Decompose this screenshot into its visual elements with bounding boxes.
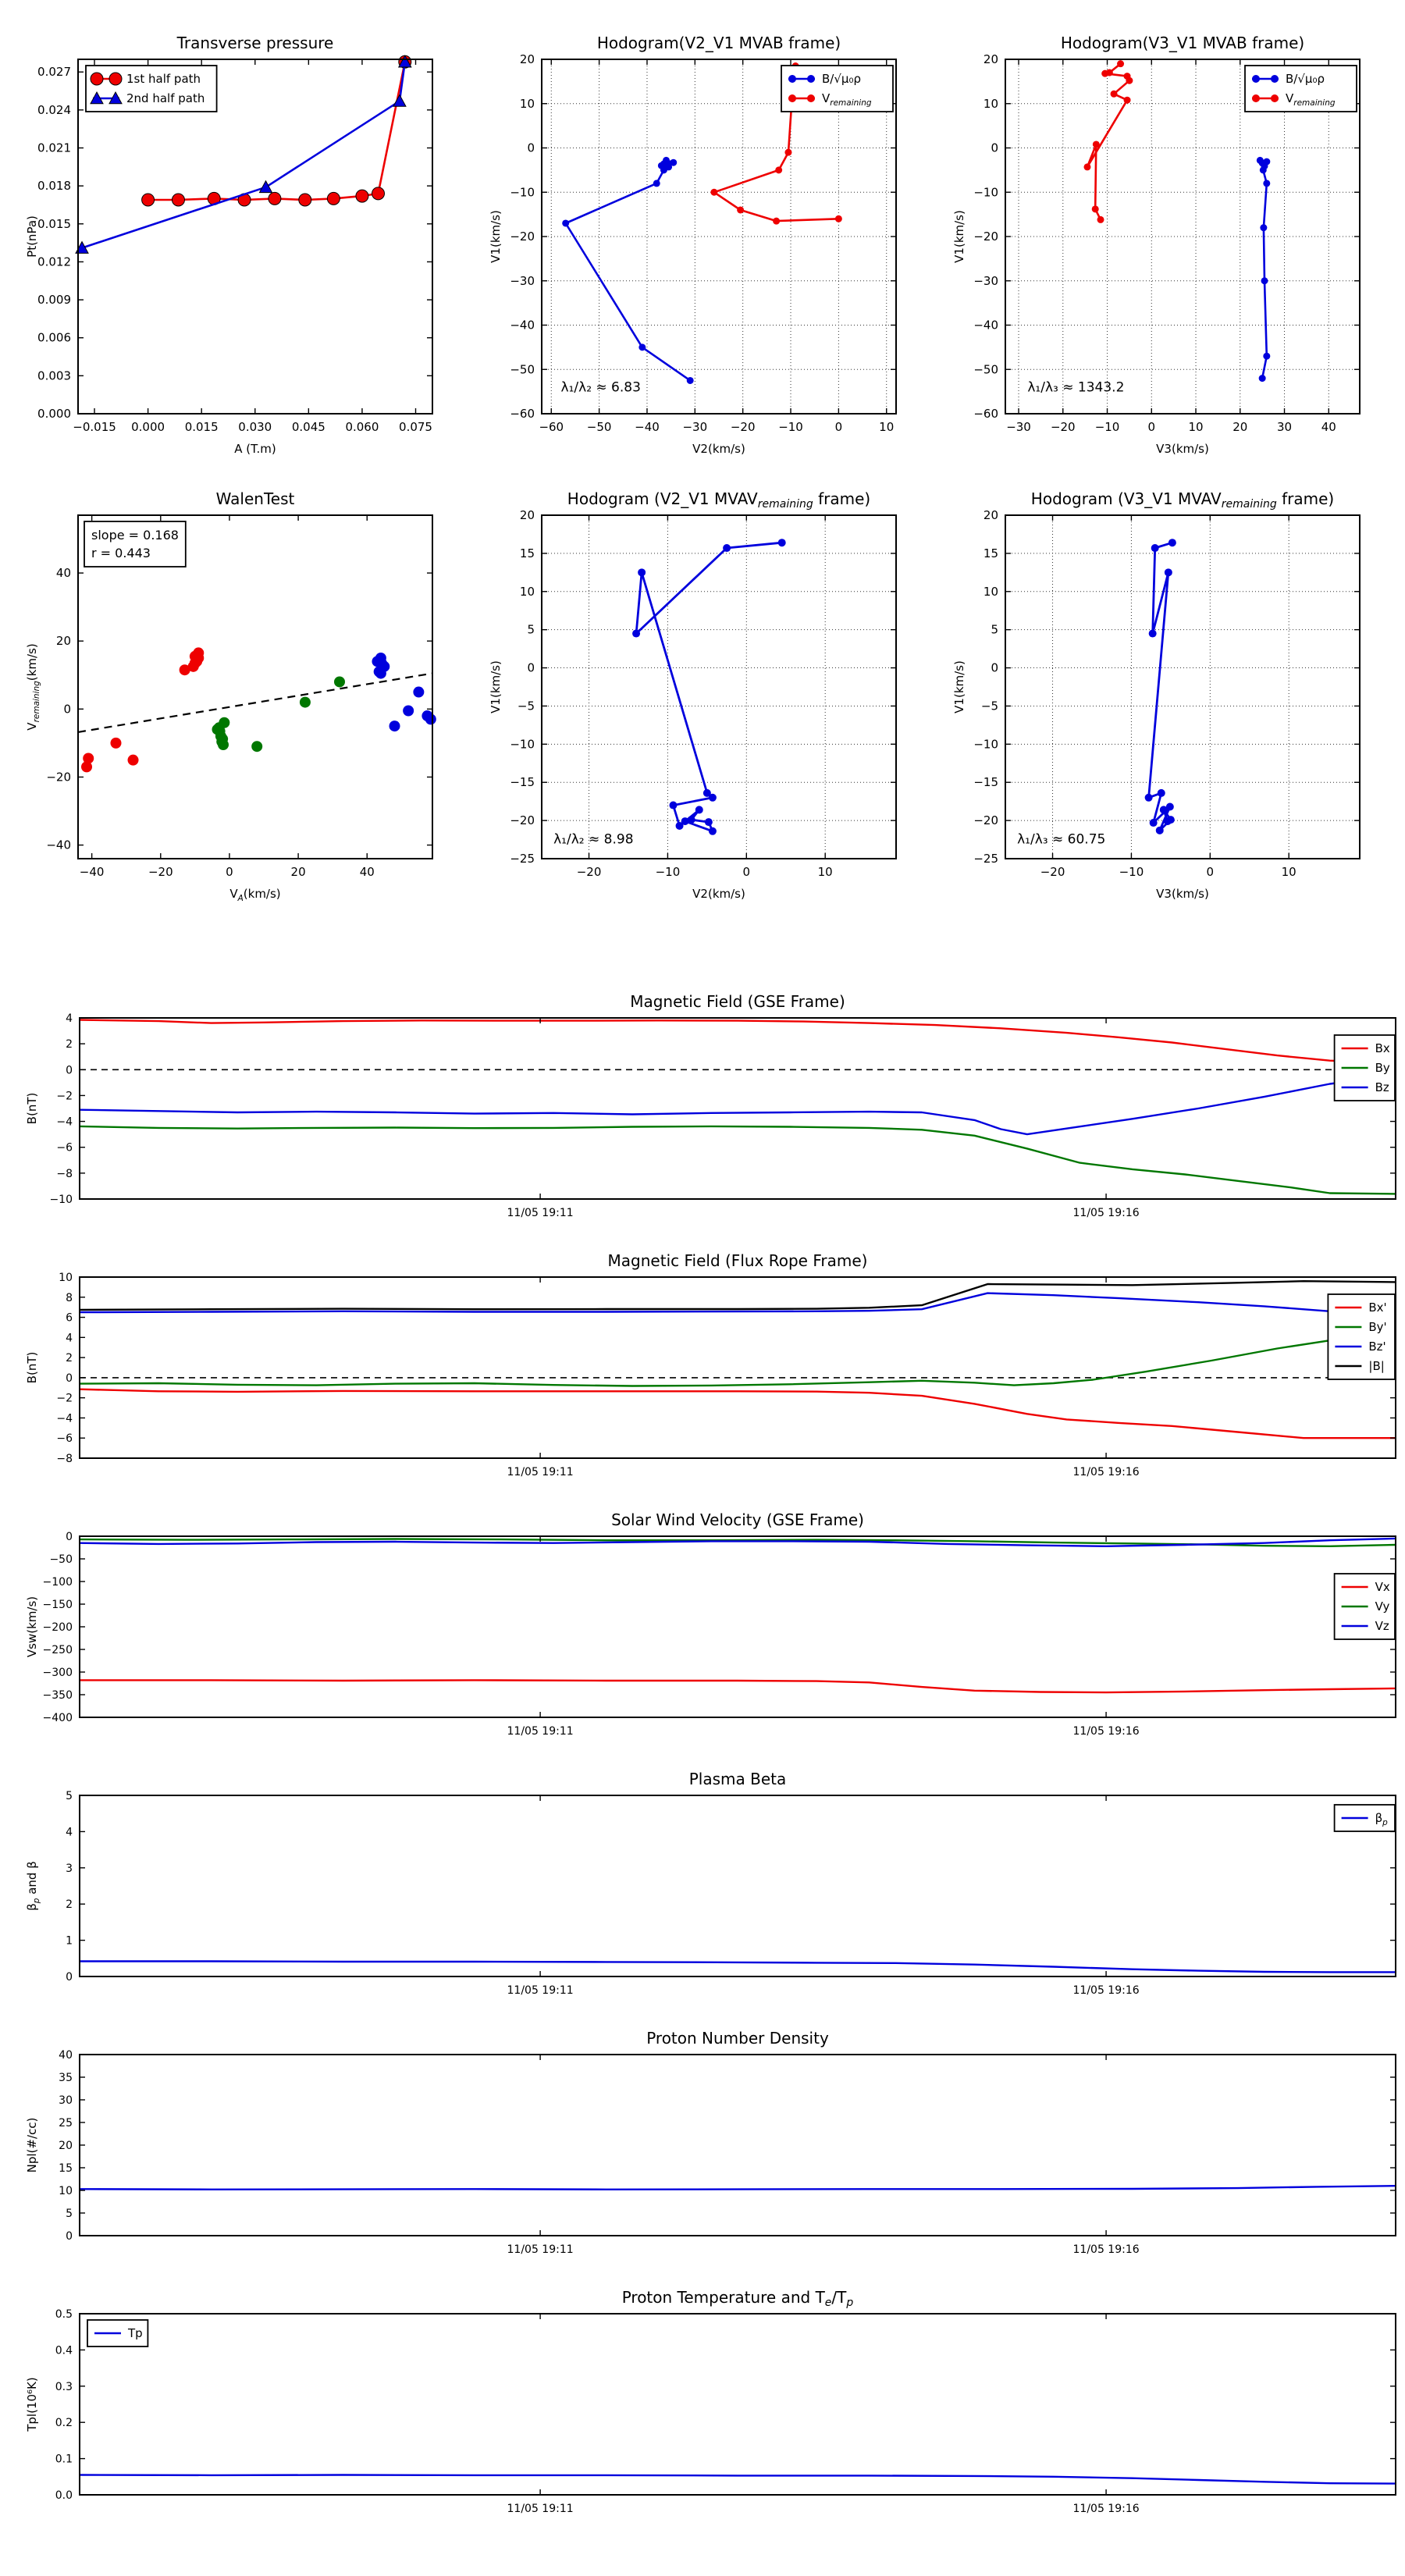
axes-box bbox=[542, 515, 896, 859]
svg-text:0.030: 0.030 bbox=[238, 420, 272, 434]
legend-label: B/√μ₀ρ bbox=[822, 72, 861, 86]
svg-text:−20: −20 bbox=[510, 229, 535, 244]
y-axis-label: V1(km/s) bbox=[952, 210, 966, 263]
legend-label: By bbox=[1375, 1061, 1390, 1075]
series-v-path bbox=[1145, 539, 1176, 834]
svg-text:−30: −30 bbox=[510, 273, 535, 288]
svg-text:0.000: 0.000 bbox=[37, 407, 71, 421]
svg-text:0: 0 bbox=[527, 660, 535, 675]
grid bbox=[542, 515, 896, 859]
svg-text:−20: −20 bbox=[510, 813, 535, 828]
svg-text:40: 40 bbox=[359, 865, 375, 879]
stats-textbox bbox=[84, 521, 186, 567]
svg-text:0.1: 0.1 bbox=[55, 2453, 73, 2466]
y-axis-label: B(nT) bbox=[25, 1092, 39, 1125]
svg-text:25: 25 bbox=[59, 2117, 73, 2129]
y-axis-label: V1(km/s) bbox=[489, 210, 503, 263]
legend-label: B/√μ₀ρ bbox=[1286, 72, 1325, 86]
svg-text:11/05 19:11: 11/05 19:11 bbox=[507, 1466, 574, 1478]
svg-text:0: 0 bbox=[834, 420, 843, 434]
svg-text:15: 15 bbox=[983, 546, 998, 560]
svg-text:0.015: 0.015 bbox=[184, 420, 219, 434]
axes-box bbox=[1005, 515, 1360, 859]
svg-text:0: 0 bbox=[66, 1531, 73, 1543]
svg-text:20: 20 bbox=[1232, 420, 1248, 434]
svg-text:1: 1 bbox=[66, 1934, 73, 1948]
chart-mag-gse bbox=[22, 977, 1405, 1235]
series-bx-prime bbox=[80, 1389, 1396, 1439]
svg-text:5: 5 bbox=[66, 1790, 73, 1802]
chart-title: Plasma Beta bbox=[688, 1770, 787, 1788]
svg-text:−350: −350 bbox=[42, 1689, 73, 1702]
axes-box bbox=[80, 2314, 1396, 2495]
svg-text:2: 2 bbox=[66, 1352, 73, 1365]
axis-ticks bbox=[80, 2055, 1396, 2236]
grid bbox=[542, 59, 896, 414]
chart-hodogram-v2v1-mvav bbox=[486, 470, 927, 927]
svg-text:0: 0 bbox=[66, 1372, 73, 1385]
svg-text:0.060: 0.060 bbox=[345, 420, 379, 434]
y-axis-label: B(nT) bbox=[25, 1351, 39, 1384]
svg-text:−8: −8 bbox=[56, 1453, 73, 1465]
series-bx bbox=[80, 1020, 1396, 1064]
grid bbox=[1005, 515, 1360, 859]
svg-text:20: 20 bbox=[290, 865, 306, 879]
tick-labels bbox=[37, 65, 432, 434]
svg-text:10: 10 bbox=[983, 96, 998, 111]
svg-text:−200: −200 bbox=[42, 1621, 73, 1634]
svg-text:−20: −20 bbox=[576, 865, 602, 879]
tick-labels bbox=[43, 1531, 1140, 1738]
svg-text:10: 10 bbox=[983, 584, 998, 599]
chart-vsw-gse bbox=[22, 1496, 1405, 1753]
svg-text:0: 0 bbox=[66, 1971, 73, 1984]
svg-text:−150: −150 bbox=[42, 1599, 73, 1611]
svg-text:slope = 0.168: slope = 0.168 bbox=[91, 528, 179, 543]
legend-label: Bx' bbox=[1368, 1300, 1387, 1315]
axes-box bbox=[80, 1277, 1396, 1458]
svg-text:−50: −50 bbox=[586, 420, 612, 434]
svg-text:2: 2 bbox=[66, 1038, 73, 1051]
series-blue-points bbox=[372, 653, 436, 731]
grid bbox=[1005, 59, 1360, 414]
axis-ticks bbox=[80, 1536, 1396, 1717]
series-b-magnitude bbox=[80, 1281, 1396, 1310]
svg-text:11/05 19:11: 11/05 19:11 bbox=[507, 1984, 574, 1997]
svg-text:11/05 19:11: 11/05 19:11 bbox=[507, 2243, 574, 2256]
axis-ticks bbox=[80, 1277, 1396, 1458]
legend-label: Vz bbox=[1375, 1619, 1389, 1633]
x-axis-label: $V_A(km/s)$ bbox=[229, 887, 281, 903]
svg-text:−40: −40 bbox=[79, 865, 105, 879]
tick-labels bbox=[56, 1272, 1139, 1478]
legend bbox=[1245, 66, 1357, 112]
tick-labels bbox=[59, 2049, 1140, 2256]
svg-text:11/05 19:16: 11/05 19:16 bbox=[1072, 2243, 1140, 2256]
svg-text:−250: −250 bbox=[42, 1644, 73, 1656]
svg-text:0: 0 bbox=[991, 141, 998, 155]
svg-text:5: 5 bbox=[991, 622, 998, 637]
legend-label: |B| bbox=[1368, 1359, 1385, 1373]
chart-title: Proton Number Density bbox=[646, 2029, 829, 2048]
legend-label: Tp bbox=[128, 2326, 143, 2340]
axis-ticks bbox=[542, 515, 896, 859]
svg-text:−50: −50 bbox=[510, 362, 535, 377]
svg-text:0: 0 bbox=[63, 702, 71, 717]
svg-text:−30: −30 bbox=[682, 420, 708, 434]
tick-labels bbox=[973, 508, 1296, 879]
legend-label: $\beta_p$ bbox=[1375, 1811, 1388, 1827]
chart-transverse-pressure bbox=[22, 14, 464, 468]
svg-text:11/05 19:11: 11/05 19:11 bbox=[507, 2503, 574, 2515]
legend-label: Vy bbox=[1375, 1599, 1390, 1614]
svg-text:−400: −400 bbox=[42, 1712, 73, 1724]
legend-label: Vx bbox=[1375, 1580, 1390, 1594]
y-axis-label: Npl(#/cc) bbox=[25, 2117, 39, 2173]
chart-proton-temp bbox=[22, 2273, 1405, 2531]
svg-text:−5: −5 bbox=[980, 699, 998, 713]
legend bbox=[781, 66, 893, 112]
tick-labels bbox=[46, 566, 374, 879]
svg-text:−4: −4 bbox=[56, 1412, 73, 1425]
svg-text:0: 0 bbox=[66, 2230, 73, 2243]
tick-labels bbox=[49, 1012, 1139, 1219]
svg-text:0: 0 bbox=[742, 865, 751, 879]
chart-title: Proton Temperature and $T_e/T_p$ bbox=[621, 2288, 854, 2309]
svg-text:−60: −60 bbox=[539, 420, 564, 434]
svg-text:0.3: 0.3 bbox=[55, 2380, 73, 2393]
series-vx bbox=[80, 1680, 1396, 1692]
svg-text:10: 10 bbox=[519, 584, 535, 599]
svg-text:10: 10 bbox=[1188, 420, 1204, 434]
legend bbox=[86, 66, 217, 112]
series-tp bbox=[80, 2475, 1396, 2484]
svg-text:−50: −50 bbox=[49, 1553, 73, 1566]
svg-text:−10: −10 bbox=[510, 185, 535, 200]
svg-text:−25: −25 bbox=[510, 852, 535, 866]
svg-text:4: 4 bbox=[66, 1332, 73, 1345]
svg-text:−20: −20 bbox=[148, 865, 173, 879]
legend-label: 1st half path bbox=[126, 72, 201, 86]
svg-text:0.045: 0.045 bbox=[291, 420, 325, 434]
svg-text:−30: −30 bbox=[973, 273, 998, 288]
legend bbox=[1335, 1805, 1395, 1831]
svg-text:−60: −60 bbox=[973, 407, 998, 421]
svg-text:−5: −5 bbox=[517, 699, 535, 713]
tick-labels bbox=[66, 1790, 1140, 1997]
svg-text:−40: −40 bbox=[46, 838, 71, 852]
svg-text:−40: −40 bbox=[973, 318, 998, 333]
svg-text:−10: −10 bbox=[1094, 420, 1120, 434]
axis-ticks bbox=[78, 59, 432, 414]
svg-text:20: 20 bbox=[983, 52, 998, 66]
svg-text:−20: −20 bbox=[1040, 865, 1065, 879]
svg-text:0.018: 0.018 bbox=[37, 179, 71, 194]
y-axis-label: $\beta_p$ and β bbox=[25, 1861, 41, 1911]
legend bbox=[1328, 1294, 1395, 1379]
chart-hodogram-v3v1-mvab bbox=[949, 14, 1391, 468]
tick-labels bbox=[55, 2308, 1140, 2515]
svg-text:−4: −4 bbox=[56, 1115, 73, 1129]
svg-text:−100: −100 bbox=[42, 1576, 73, 1589]
legend-label: By' bbox=[1368, 1320, 1387, 1334]
svg-text:0: 0 bbox=[1206, 865, 1215, 879]
series-green-points bbox=[212, 676, 345, 752]
svg-text:11/05 19:16: 11/05 19:16 bbox=[1072, 1984, 1140, 1997]
series-bz bbox=[80, 1076, 1396, 1134]
svg-text:0.024: 0.024 bbox=[37, 102, 71, 117]
svg-text:−300: −300 bbox=[42, 1667, 73, 1679]
x-axis-label: V3(km/s) bbox=[1156, 442, 1209, 456]
svg-text:−40: −40 bbox=[635, 420, 660, 434]
series-v-remaining bbox=[1083, 60, 1133, 223]
chart-title: Hodogram(V3_V1 MVAB frame) bbox=[1060, 34, 1305, 52]
svg-text:0: 0 bbox=[226, 865, 233, 879]
svg-text:10: 10 bbox=[59, 1272, 73, 1284]
svg-text:−30: −30 bbox=[1006, 420, 1031, 434]
legend-label: Bx bbox=[1375, 1041, 1390, 1055]
svg-text:0.015: 0.015 bbox=[37, 216, 71, 231]
svg-text:15: 15 bbox=[59, 2162, 73, 2175]
axes-box bbox=[78, 59, 432, 414]
legend-label: 2nd half path bbox=[126, 91, 205, 105]
svg-text:−15: −15 bbox=[973, 775, 998, 790]
chart-title: Solar Wind Velocity (GSE Frame) bbox=[611, 1510, 864, 1529]
svg-text:11/05 19:16: 11/05 19:16 bbox=[1072, 1207, 1140, 1219]
svg-text:r = 0.443: r = 0.443 bbox=[91, 546, 151, 560]
svg-text:4: 4 bbox=[66, 1826, 73, 1839]
legend-label: Bz bbox=[1375, 1080, 1389, 1094]
svg-text:−20: −20 bbox=[973, 813, 998, 828]
svg-text:20: 20 bbox=[983, 508, 998, 522]
legend-label: $V_{remaining}$ bbox=[822, 91, 872, 108]
annotation: λ₁/λ₃ ≈ 1343.2 bbox=[1027, 379, 1125, 396]
svg-text:11/05 19:16: 11/05 19:16 bbox=[1072, 1725, 1140, 1738]
y-axis-label: Vsw(km/s) bbox=[25, 1596, 39, 1658]
svg-text:0.009: 0.009 bbox=[37, 293, 71, 308]
svg-text:−10: −10 bbox=[510, 737, 535, 752]
svg-text:4: 4 bbox=[66, 1012, 73, 1025]
svg-text:2: 2 bbox=[66, 1898, 73, 1912]
svg-text:−10: −10 bbox=[655, 865, 681, 879]
svg-text:−40: −40 bbox=[510, 318, 535, 333]
svg-text:30: 30 bbox=[1276, 420, 1293, 434]
svg-text:−8: −8 bbox=[56, 1167, 73, 1180]
svg-text:−10: −10 bbox=[973, 737, 998, 752]
svg-text:−25: −25 bbox=[973, 852, 998, 866]
svg-text:20: 20 bbox=[55, 634, 71, 649]
svg-text:30: 30 bbox=[59, 2094, 73, 2107]
axis-ticks bbox=[80, 1795, 1396, 1976]
svg-text:0.012: 0.012 bbox=[37, 254, 71, 269]
chart-title: Hodogram (V3_V1 $MVAV_{remaining}$ frame) bbox=[1030, 489, 1335, 511]
svg-text:−20: −20 bbox=[46, 770, 71, 785]
svg-text:−2: −2 bbox=[56, 1090, 73, 1103]
svg-text:−20: −20 bbox=[973, 229, 998, 244]
svg-text:11/05 19:11: 11/05 19:11 bbox=[507, 1725, 574, 1738]
y-axis-label: $V_{remaining}(km/s)$ bbox=[25, 643, 41, 731]
legend-label: $V_{remaining}$ bbox=[1286, 91, 1336, 108]
svg-text:3: 3 bbox=[66, 1862, 73, 1875]
svg-text:−50: −50 bbox=[973, 362, 998, 377]
series-v-path bbox=[632, 539, 786, 835]
svg-text:8: 8 bbox=[66, 1291, 73, 1304]
series-red-points bbox=[81, 647, 204, 772]
x-axis-label: V3(km/s) bbox=[1156, 887, 1209, 901]
annotation: λ₁/λ₃ ≈ 60.75 bbox=[1017, 831, 1106, 848]
svg-text:11/05 19:16: 11/05 19:16 bbox=[1072, 1466, 1140, 1478]
svg-text:6: 6 bbox=[66, 1311, 73, 1325]
chart-title: Transverse pressure bbox=[176, 34, 334, 52]
y-axis-label: V1(km/s) bbox=[489, 660, 503, 713]
svg-text:−10: −10 bbox=[778, 420, 803, 434]
series-np bbox=[80, 2186, 1396, 2190]
legend-label: Bz' bbox=[1368, 1340, 1386, 1354]
chart-hodogram-v2v1-mvab bbox=[486, 14, 927, 468]
svg-text:−20: −20 bbox=[1050, 420, 1076, 434]
svg-text:5: 5 bbox=[527, 622, 535, 637]
y-axis-label: V1(km/s) bbox=[952, 660, 966, 713]
svg-text:0.006: 0.006 bbox=[37, 330, 71, 345]
chart-title: Hodogram(V2_V1 MVAB frame) bbox=[596, 34, 841, 52]
svg-text:−20: −20 bbox=[730, 420, 756, 434]
svg-text:10: 10 bbox=[59, 2185, 73, 2197]
chart-title: WalenTest bbox=[215, 489, 295, 508]
svg-text:0.5: 0.5 bbox=[55, 2308, 73, 2321]
svg-text:0.4: 0.4 bbox=[55, 2344, 73, 2357]
svg-text:20: 20 bbox=[519, 52, 535, 66]
svg-text:−2: −2 bbox=[56, 1392, 73, 1405]
svg-text:−6: −6 bbox=[56, 1141, 73, 1155]
svg-text:−10: −10 bbox=[973, 185, 998, 200]
x-axis-label: V2(km/s) bbox=[692, 442, 745, 456]
svg-text:15: 15 bbox=[519, 546, 535, 560]
chart-proton-density bbox=[22, 2014, 1405, 2272]
legend bbox=[87, 2320, 148, 2347]
y-axis-label: Pt(nPa) bbox=[25, 215, 39, 258]
svg-text:0: 0 bbox=[991, 660, 998, 675]
tick-labels bbox=[510, 508, 832, 879]
svg-text:0: 0 bbox=[1147, 420, 1156, 434]
series-fit-line bbox=[78, 674, 432, 732]
svg-text:20: 20 bbox=[519, 508, 535, 522]
chart-title: Magnetic Field (GSE Frame) bbox=[630, 992, 845, 1011]
svg-text:−10: −10 bbox=[1119, 865, 1144, 879]
svg-text:−15: −15 bbox=[510, 775, 535, 790]
chart-title: Hodogram (V2_V1 $MVAV_{remaining}$ frame) bbox=[567, 489, 871, 511]
x-axis-label: A (T.m) bbox=[234, 442, 276, 456]
svg-text:40: 40 bbox=[59, 2049, 73, 2062]
svg-text:20: 20 bbox=[59, 2140, 73, 2152]
legend bbox=[1335, 1574, 1395, 1639]
svg-text:11/05 19:11: 11/05 19:11 bbox=[507, 1207, 574, 1219]
svg-text:0: 0 bbox=[66, 1064, 73, 1077]
chart-mag-fluxrope bbox=[22, 1236, 1405, 1494]
svg-text:10: 10 bbox=[1281, 865, 1297, 879]
svg-text:0.003: 0.003 bbox=[37, 368, 71, 383]
svg-text:0.0: 0.0 bbox=[55, 2489, 73, 2502]
y-axis-label: Tpl(10⁶K) bbox=[25, 2377, 39, 2432]
svg-text:−10: −10 bbox=[49, 1194, 73, 1206]
series-b-over-sqrt-mu0-rho bbox=[562, 157, 694, 384]
x-axis-label: V2(km/s) bbox=[692, 887, 745, 901]
series-bz-prime bbox=[80, 1293, 1396, 1318]
series-by bbox=[80, 1126, 1396, 1194]
svg-text:0: 0 bbox=[527, 141, 535, 155]
svg-text:−6: −6 bbox=[56, 1432, 73, 1446]
svg-text:40: 40 bbox=[1321, 420, 1336, 434]
chart-plasma-beta bbox=[22, 1755, 1405, 2012]
series-beta-p bbox=[80, 1962, 1396, 1973]
axes-box bbox=[80, 1795, 1396, 1976]
svg-text:−0.015: −0.015 bbox=[73, 420, 116, 434]
axes-box bbox=[80, 2055, 1396, 2236]
svg-text:40: 40 bbox=[55, 566, 71, 581]
svg-text:−60: −60 bbox=[510, 407, 535, 421]
chart-title: Magnetic Field (Flux Rope Frame) bbox=[607, 1251, 868, 1270]
svg-text:0.027: 0.027 bbox=[37, 65, 71, 80]
chart-hodogram-v3v1-mvav bbox=[949, 470, 1391, 927]
svg-text:5: 5 bbox=[66, 2208, 73, 2220]
annotation: λ₁/λ₂ ≈ 6.83 bbox=[560, 379, 641, 396]
svg-text:0.2: 0.2 bbox=[55, 2417, 73, 2430]
svg-text:35: 35 bbox=[59, 2072, 73, 2084]
axes-box bbox=[80, 1536, 1396, 1717]
legend bbox=[1335, 1035, 1395, 1101]
series-b-over-sqrt-mu0-rho bbox=[1257, 157, 1271, 382]
svg-text:10: 10 bbox=[817, 865, 833, 879]
svg-text:0.075: 0.075 bbox=[399, 420, 432, 434]
svg-text:0.000: 0.000 bbox=[131, 420, 165, 434]
axis-ticks bbox=[1005, 515, 1360, 859]
svg-text:10: 10 bbox=[879, 420, 895, 434]
svg-text:0.021: 0.021 bbox=[37, 141, 71, 155]
annotation: λ₁/λ₂ ≈ 8.98 bbox=[553, 831, 634, 848]
svg-text:10: 10 bbox=[519, 96, 535, 111]
svg-text:11/05 19:16: 11/05 19:16 bbox=[1072, 2503, 1140, 2515]
chart-walen-test bbox=[22, 470, 464, 927]
axis-ticks bbox=[80, 2314, 1396, 2495]
